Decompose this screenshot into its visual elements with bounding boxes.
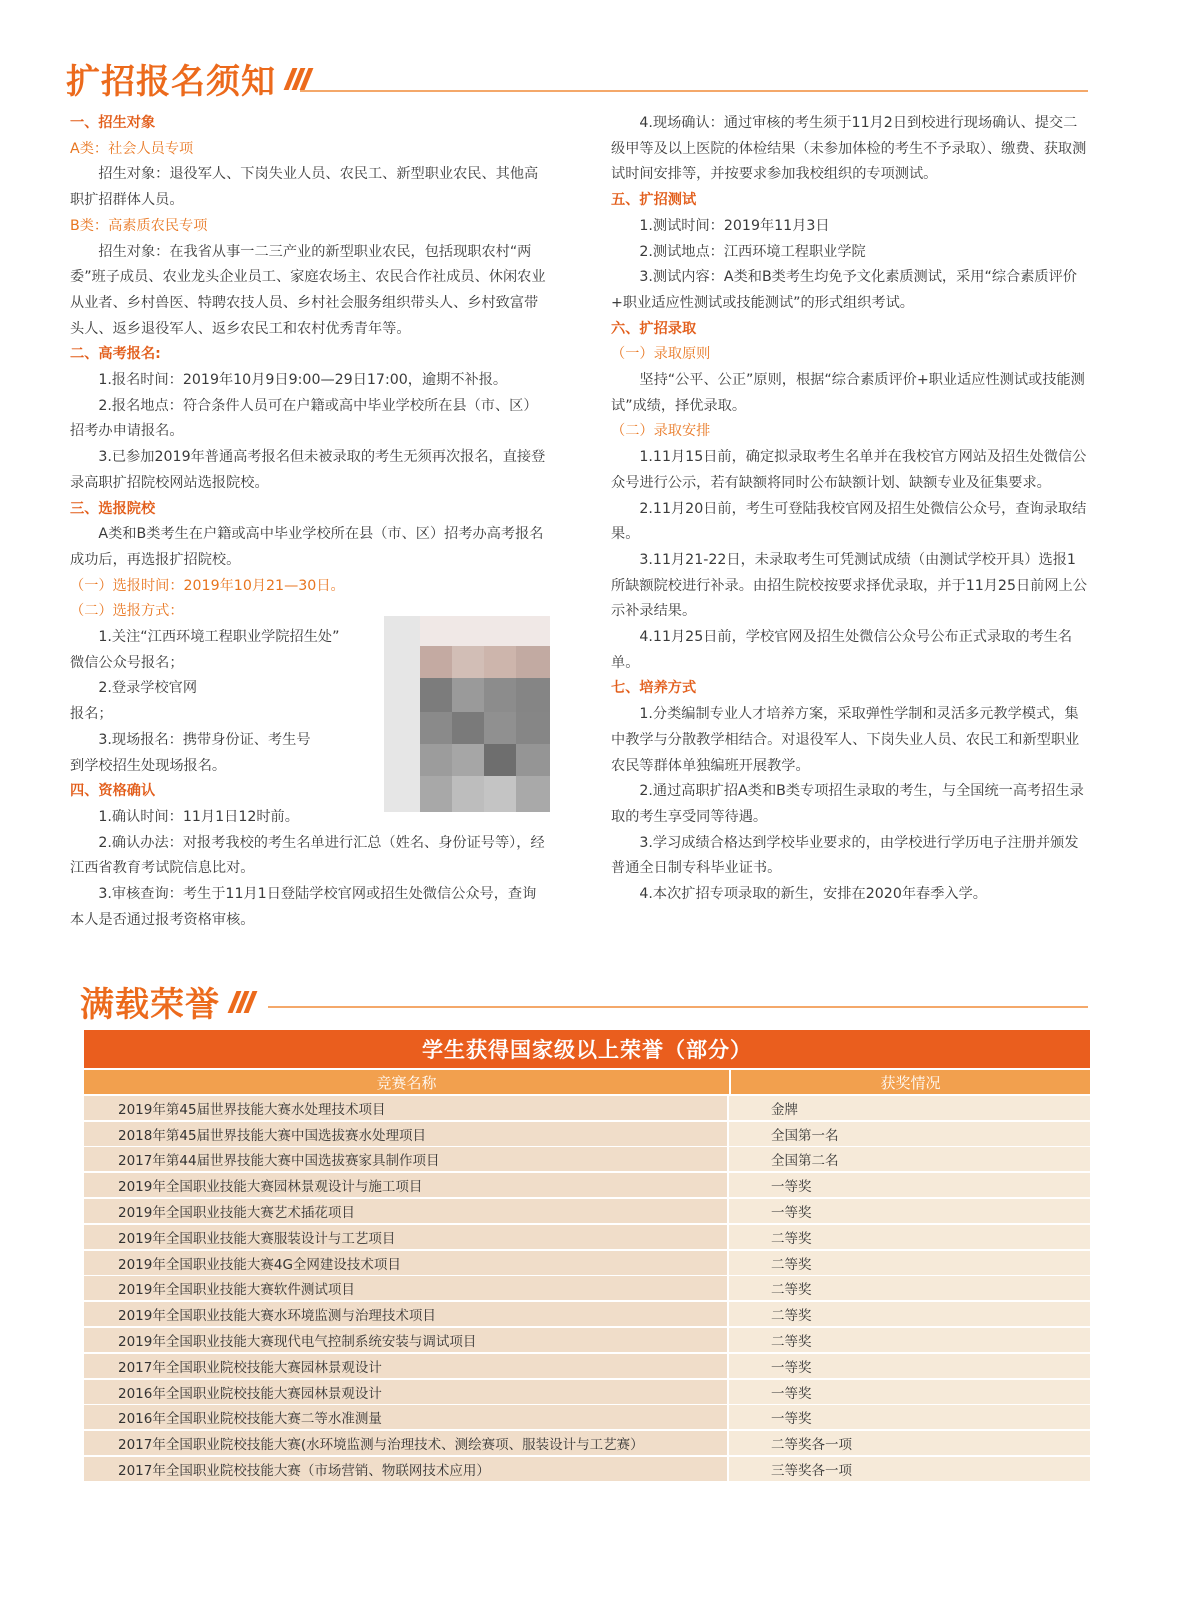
right-column (611, 111, 1089, 908)
paragraph: 2.11月20日前，考生可登陆我校官网及招生处微信公众号，查询录取结果。 (611, 500, 1087, 543)
table-row (84, 1147, 1090, 1171)
cell-award: 二等奖 (729, 1328, 1090, 1352)
table-row (84, 1096, 1090, 1120)
cell-competition: 2019年全国职业技能大赛艺术插花项目 (84, 1199, 729, 1223)
paragraph: 到学校招生处现场报名。 (70, 757, 227, 774)
sub-heading: B类：高素质农民专项 (70, 217, 208, 234)
section-title-enrollment (66, 54, 309, 103)
cell-competition: 2019年全国职业技能大赛软件测试项目 (84, 1276, 729, 1300)
paragraph: 微信公众号报名； (70, 654, 184, 671)
cell-competition: 2017年第44届世界技能大赛中国选拔赛家具制作项目 (84, 1147, 729, 1171)
table-row (84, 1457, 1090, 1481)
cell-competition: 2017年全国职业院校技能大赛(水环境监测与治理技术、测绘赛项、服装设计与工艺赛） (84, 1431, 729, 1455)
table-row (84, 1328, 1090, 1352)
honors-table (84, 1030, 1090, 1481)
paragraph: 报名； (70, 706, 113, 723)
paragraph: 4.现场确认：通过审核的考生须于11月2日到校进行现场确认、提交二级甲等及以上医院的体检结果（未参加体检的考生不予录取）、缴费、获取测试时间安排等，并按要求参加我校组织的专项测试。 (611, 115, 1087, 183)
cell-award: 二等奖各一项 (729, 1431, 1090, 1455)
header-competition: 竞赛名称 (84, 1070, 731, 1094)
cell-award: 二等奖 (729, 1276, 1090, 1300)
cell-award: 二等奖 (729, 1302, 1090, 1326)
cell-competition: 2017年全国职业院校技能大赛园林景观设计 (84, 1354, 729, 1378)
table-header (84, 1070, 1090, 1094)
paragraph: 3.测试内容：A类和B类考生均免予文化素质测试，采用“综合素质评价+职业适应性测试或技能测试”的形式组织考试。 (611, 269, 1077, 311)
paragraph: 2.登录学校官网 (98, 680, 198, 697)
table-row (84, 1122, 1090, 1146)
cell-award: 一等奖 (729, 1405, 1090, 1429)
paragraph: 坚持“公平、公正”原则，根据“综合素质评价+职业适应性测试或技能测试”成绩，择优录取。 (611, 372, 1085, 414)
section-heading: 三、选报院校 (70, 500, 156, 517)
cell-competition: 2018年第45届世界技能大赛中国选拔赛水处理项目 (84, 1122, 729, 1146)
title-stripes-decoration (288, 68, 309, 90)
paragraph: 1.11月15日前，确定拟录取考生名单并在我校官方网站及招生处微信公众号进行公示，若有缺额将同时公布缺额计划、缺额专业及征集要求。 (611, 449, 1087, 491)
table-row (84, 1251, 1090, 1275)
table-title: 学生获得国家级以上荣誉（部分） (84, 1030, 1090, 1068)
paragraph: 1.关注“江西环境工程职业学院招生处” (98, 629, 340, 646)
sub-heading: （一）录取原则 (611, 346, 711, 363)
cell-competition: 2019年全国职业技能大赛服装设计与工艺项目 (84, 1225, 729, 1249)
paragraph: 4.11月25日前，学校官网及招生处微信公众号公布正式录取的考生名单。 (611, 629, 1073, 671)
paragraph: 3.学习成绩合格达到学校毕业要求的，由学校进行学历电子注册并颁发普通全日制专科毕业证书。 (611, 834, 1079, 877)
paragraph: 1.测试时间：2019年11月3日 (639, 217, 830, 234)
paragraph: 2.报名地点：符合条件人员可在户籍或高中毕业学校所在县（市、区）招考办申请报名。 (70, 397, 538, 440)
section-heading: 二、高考报名: (70, 346, 161, 363)
section-heading: 一、招生对象 (70, 115, 156, 131)
paragraph: 2.通过高职扩招A类和B类专项招生录取的考生，与全国统一高考招生录取的考生享受同等待遇。 (611, 783, 1084, 825)
title-stripes-decoration (232, 991, 253, 1013)
qr-code-image (384, 616, 550, 812)
paragraph: 1.确认时间：11月1日12时前。 (98, 808, 299, 825)
table-row (84, 1199, 1090, 1223)
cell-competition: 2019年全国职业技能大赛园林景观设计与施工项目 (84, 1173, 729, 1197)
cell-competition: 2019年全国职业技能大赛4G全网建设技术项目 (84, 1251, 729, 1275)
cell-award: 全国第二名 (729, 1147, 1090, 1171)
table-row (84, 1405, 1090, 1429)
cell-competition: 2019年全国职业技能大赛现代电气控制系统安装与调试项目 (84, 1328, 729, 1352)
cell-award: 金牌 (729, 1096, 1090, 1120)
section-title-text: 满载荣誉 (80, 985, 220, 1025)
table-row (84, 1302, 1090, 1326)
section-rule (300, 90, 1088, 92)
section-title-honors (80, 977, 253, 1026)
section-heading: 五、扩招测试 (611, 192, 697, 209)
sub-heading: （一）选报时间：2019年10月21—30日。 (70, 577, 345, 594)
paragraph: 招生对象：在我省从事一二三产业的新型职业农民，包括现职农村“两委”班子成员、农业龙头企业员工、家庭农场主、农民合作社成员、休闲农业从业者、乡村兽医、特聘农技人员、乡村社会服务组织带头人、乡村致富带头人、返乡退役军人、返乡农民工和农村优秀青年等。 (70, 243, 546, 337)
cell-competition: 2016年全国职业院校技能大赛园林景观设计 (84, 1380, 729, 1404)
section-heading: 四、资格确认 (70, 783, 156, 800)
cell-award: 一等奖 (729, 1199, 1090, 1223)
section-heading: 七、培养方式 (611, 680, 697, 697)
paragraph: 4.本次扩招专项录取的新生，安排在2020年春季入学。 (639, 886, 987, 903)
section-heading: 六、扩招录取 (611, 320, 697, 337)
table-row (84, 1225, 1090, 1249)
table-body (84, 1096, 1090, 1481)
cell-award: 全国第一名 (729, 1122, 1090, 1146)
table-row (84, 1431, 1090, 1455)
table-row (84, 1380, 1090, 1404)
table-row (84, 1173, 1090, 1197)
cell-competition: 2019年全国职业技能大赛水环境监测与治理技术项目 (84, 1302, 729, 1326)
paragraph: 1.报名时间：2019年10月9日9:00—29日17:00，逾期不补报。 (98, 372, 508, 389)
section-rule (268, 1006, 1088, 1008)
paragraph: 2.测试地点：江西环境工程职业学院 (639, 243, 866, 260)
header-award: 获奖情况 (880, 1073, 941, 1092)
cell-award: 二等奖 (729, 1251, 1090, 1275)
paragraph: 1.分类编制专业人才培养方案，采取弹性学制和灵活多元教学模式，集中教学与分散教学相结合。对退役军人、下岗失业人员、农民工和新型职业农民等群体单独编班开展教学。 (611, 706, 1080, 774)
cell-competition: 2019年第45届世界技能大赛水处理技术项目 (84, 1096, 729, 1120)
table-row (84, 1354, 1090, 1378)
paragraph: 3.已参加2019年普通高考报名但未被录取的考生无须再次报名，直接登录高职扩招院校网站选报院校。 (70, 449, 546, 491)
table-row (84, 1276, 1090, 1300)
paragraph: A类和B类考生在户籍或高中毕业学校所在县（市、区）招考办高考报名成功后，再选报扩招院校。 (70, 526, 544, 568)
section-title-text: 扩招报名须知 (66, 62, 276, 102)
sub-heading: （二）录取安排 (611, 423, 711, 440)
paragraph: 3.11月21-22日，未录取考生可凭测试成绩（由测试学校开具）选报1所缺额院校进行补录。由招生院校按要求择优录取，并于11月25日前网上公示补录结果。 (611, 551, 1087, 620)
cell-award: 一等奖 (729, 1173, 1090, 1197)
cell-award: 三等奖各一项 (729, 1457, 1090, 1481)
sub-heading: （二）选报方式： (70, 603, 184, 620)
cell-award: 一等奖 (729, 1380, 1090, 1404)
sub-heading: A类：社会人员专项 (70, 140, 194, 157)
paragraph: 3.审核查询：考生于11月1日登陆学校官网或招生处微信公众号，查询本人是否通过报考资格审核。 (70, 886, 537, 928)
paragraph: 2.确认办法：对报考我校的考生名单进行汇总（姓名、身份证号等），经江西省教育考试院信息比对。 (70, 834, 545, 877)
cell-competition: 2017年全国职业院校技能大赛（市场营销、物联网技术应用） (84, 1457, 729, 1481)
cell-award: 一等奖 (729, 1354, 1090, 1378)
paragraph: 招生对象：退役军人、下岗失业人员、农民工、新型职业农民、其他高职扩招群体人员。 (70, 166, 539, 209)
cell-award: 二等奖 (729, 1225, 1090, 1249)
paragraph: 3.现场报名：携带身份证、考生号 (98, 731, 311, 748)
cell-competition: 2016年全国职业院校技能大赛二等水准测量 (84, 1405, 729, 1429)
